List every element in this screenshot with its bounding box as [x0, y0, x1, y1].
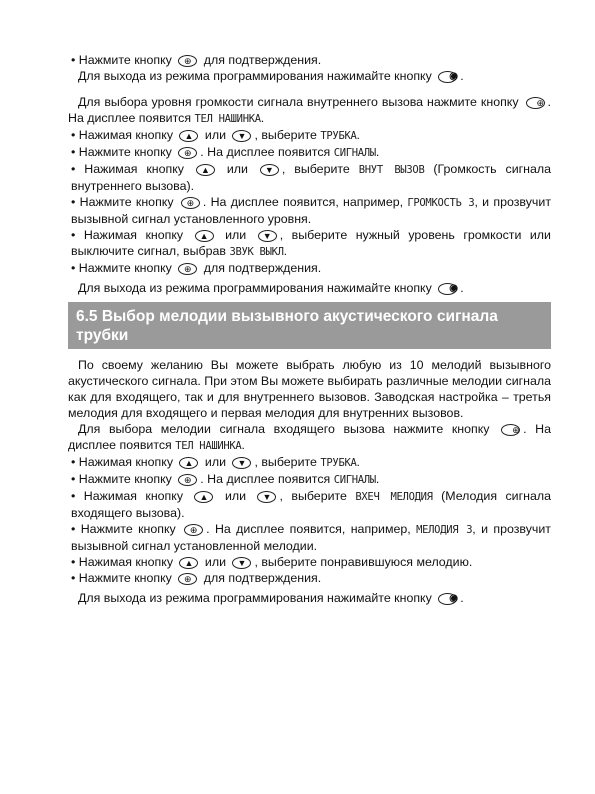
confirm-step: [68, 52, 551, 68]
melody-instruction: Для выбора мелодии сигнала входящего вызова нажмите кнопку ⊕ . На дисплее появится ТЕЛ НАШИНКА.: [68, 422, 551, 452]
step-text: • Нажмите кнопку: [71, 53, 172, 67]
end-button-icon: ◉: [438, 593, 457, 605]
volume-intro: Для выбора уровня громкости сигнала внутреннего вызова нажмите кнопку ⊕ . На дисплее появится ТЕЛ НАШИНКА.: [68, 95, 551, 125]
volume-step-4: • Нажмите кнопку ⊕ . На дисплее появится, например, ГРОМКОСТЬ 3, и прозвучит вызывной сигнал установленного уровня.: [71, 195, 551, 226]
down-button-icon: ▼: [232, 557, 251, 569]
display-text: ГРОМКОСТЬ 3: [407, 197, 475, 209]
melody-step-3: • Нажимая кнопку ▲ или ▼ , выберите ВХЕЧ МЕЛОДИЯ (Мелодия сигнала входящего вызова).: [71, 489, 551, 520]
up-button-icon: ▲: [179, 130, 198, 142]
exit-note: Для выхода из режима программирования нажимайте кнопку ◉ .: [78, 281, 464, 295]
display-text: ТРУБКА: [320, 457, 357, 469]
down-button-icon: ▼: [260, 164, 279, 176]
menu-button-icon: ⊕: [184, 524, 203, 536]
melody-step-6: • Нажмите кнопку ⊕ для подтверждения.: [71, 571, 322, 585]
melody-step-5: • Нажимая кнопку ▲ или ▼ , выберите понравившуюся мелодию.: [71, 555, 473, 569]
menu-button-icon: ⊕: [178, 147, 197, 159]
step-text: для подтверждения.: [203, 53, 322, 67]
menu-button-icon: ⊕: [181, 197, 200, 209]
exit-note: Для выхода из режима программирования нажимайте кнопку ◉ .: [78, 591, 464, 605]
end-button-icon: ◉: [438, 283, 457, 295]
volume-step-1: • Нажимая кнопку ▲ или ▼ , выберите ТРУБКА.: [71, 128, 360, 142]
menu-button-icon: ⊕: [178, 55, 197, 67]
display-text: ВНУТ ВЫЗОВ: [358, 164, 425, 176]
volume-step-6: • Нажмите кнопку ⊕ для подтверждения.: [71, 261, 322, 275]
end-button-icon: ◉: [438, 71, 457, 83]
volume-step-3: • Нажимая кнопку ▲ или ▼ , выберите ВНУТ ВЫЗОВ (Громкость сигнала внутреннего вызова).: [71, 162, 552, 193]
melody-step-1: • Нажимая кнопку ▲ или ▼ , выберите ТРУБКА.: [71, 455, 360, 469]
volume-step-5: • Нажимая кнопку ▲ или ▼ , выберите нужный уровень громкости или выключите сигнал, выбрав ЗВУК ВЫКЛ.: [71, 228, 551, 258]
up-button-icon: ▲: [179, 557, 198, 569]
down-button-icon: ▼: [257, 491, 276, 503]
display-text: СИГНАЛЫ: [333, 147, 376, 159]
down-button-icon: ▼: [232, 130, 251, 142]
melody-intro: По своему желанию Вы можете выбрать любую из 10 мелодий вызывного акустического сигнала. При этом Вы можете выбирать различные мелодии сигнала как для входящего, так и для внутреннего вызовов. Заводская настройка – третья мелодия для входящего и первая мелодия для внутренних вызовов.: [68, 358, 551, 420]
section-heading: 6.5 Выбор мелодии вызывного акустического сигнала трубки: [68, 302, 551, 349]
up-button-icon: ▲: [196, 164, 215, 176]
menu-button-icon: ⊕: [178, 474, 197, 486]
up-button-icon: ▲: [195, 230, 214, 242]
note-text: Для выхода из режима программирования нажимайте кнопку: [78, 69, 432, 83]
down-button-icon: ▼: [232, 457, 251, 469]
display-text: СИГНАЛЫ: [333, 474, 376, 486]
melody-step-2: • Нажмите кнопку ⊕ . На дисплее появится СИГНАЛЫ.: [71, 472, 380, 486]
display-text: ТЕЛ НАШИНКА: [194, 113, 261, 125]
menu-button-icon: ⊕: [178, 573, 197, 585]
display-text: МЕЛОДИЯ 3: [416, 524, 473, 536]
display-text: ТЕЛ НАШИНКА: [175, 440, 242, 452]
down-button-icon: ▼: [258, 230, 277, 242]
melody-step-4: • Нажмите кнопку ⊕ . На дисплее появится, например, МЕЛОДИЯ 3, и прозвучит вызывной сигнал установленной мелодии.: [71, 522, 551, 553]
up-button-icon: ▲: [179, 457, 198, 469]
up-button-icon: ▲: [194, 491, 213, 503]
volume-step-2: • Нажмите кнопку ⊕ . На дисплее появится СИГНАЛЫ.: [71, 145, 380, 159]
display-text: ВХЕЧ МЕЛОДИЯ: [355, 491, 433, 503]
exit-note: Для выхода из режима программирования нажимайте кнопку ◉ .: [78, 69, 464, 83]
menu-button-icon: ⊕: [178, 263, 197, 275]
page-content: [68, 52, 551, 606]
menu-button-icon: ⊕: [526, 97, 545, 109]
display-text: ТРУБКА: [320, 130, 357, 142]
menu-button-icon: ⊕: [501, 424, 520, 436]
display-text: ЗВУК ВЫКЛ: [229, 246, 284, 258]
